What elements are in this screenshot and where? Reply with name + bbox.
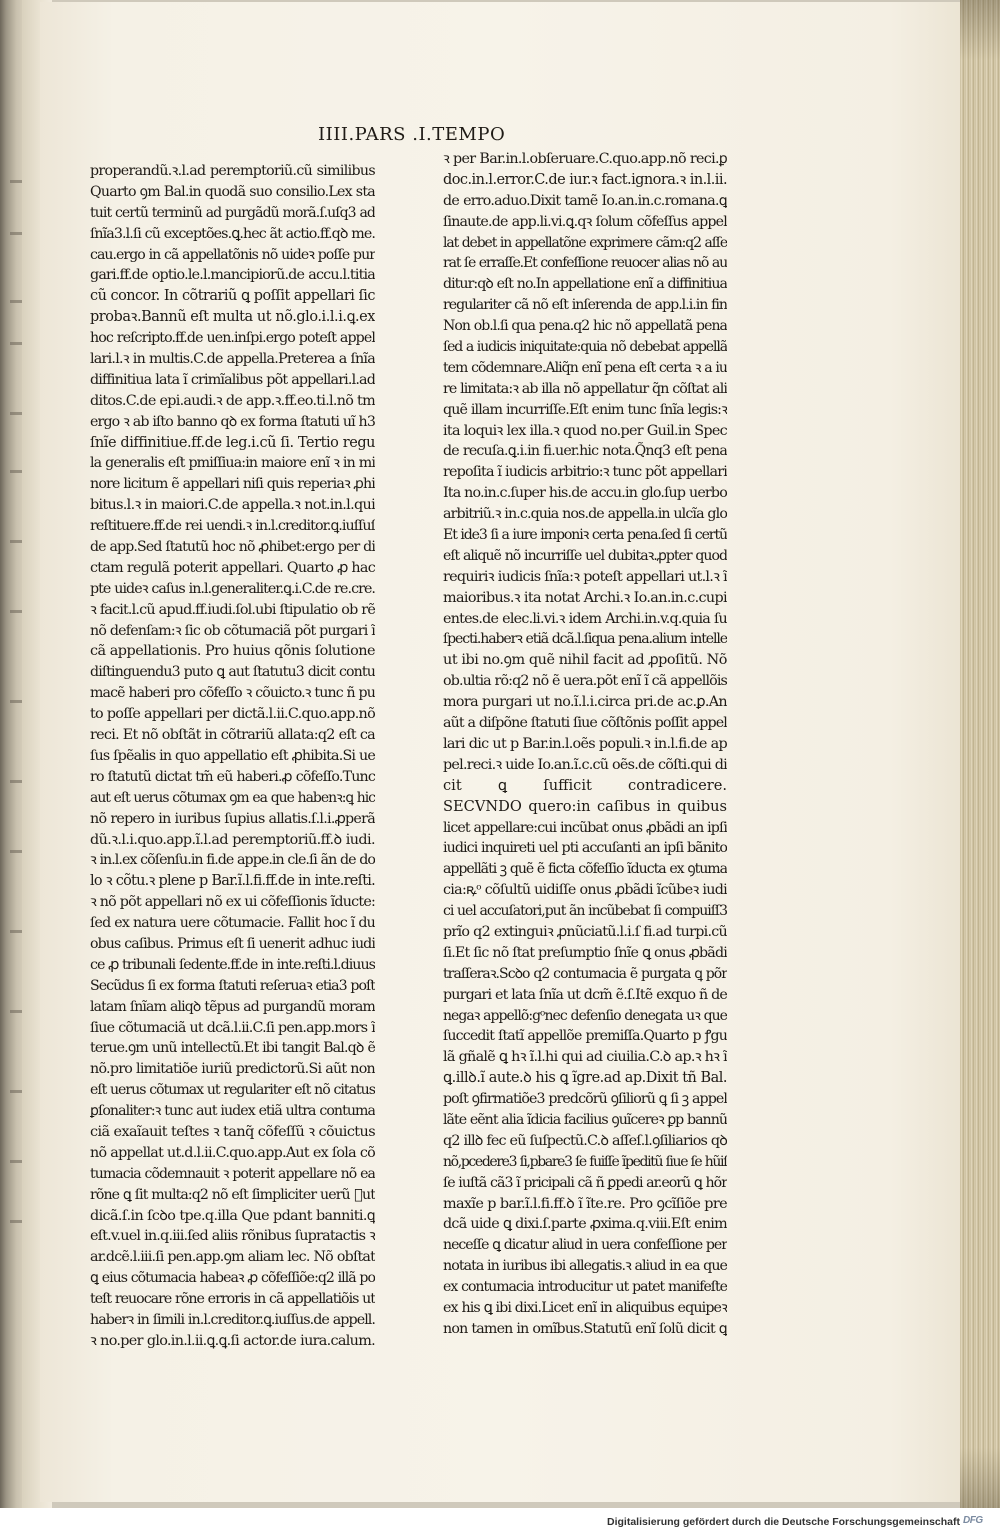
text-line: lãte eẽnt alia ĩdicia facilius ꝯuĩcereꝛ ꝑp bannũ [443,1111,727,1128]
text-line: cit ꝗ ſufficit contradicere. [443,776,727,794]
text-line: ſuccedit ſtatĩ appellõe premiſſa.Quarto p ꝭgu [443,1028,727,1045]
text-line: aũt a diſpõne ſtatuti ſiue cõſtõnis poſſit appel [443,715,727,732]
text-line: ciã exaĩauit teſtes ꝛ tanq̃ cõfeſſũ ꝛ cõuictus [90,1123,375,1140]
text-line: ꝛ nõ põt appellari nõ ex ui cõfeſſionis ĩducte: [90,894,375,911]
text-line: ſi.Et ſic nõ ſtat preſumptio ſnĩe ꝗ onus ꝓbãdi [443,944,727,961]
text-line: arbitriũ.ꝛ in.c.quia nos.de appella.in ulcĩa glo [443,506,727,523]
text-line: entes.de elec.li.vi.ꝛ idem Archi.in.v.q.quia ſu [443,610,727,627]
text-line: doc.in.l.error.C.de iur.ꝛ fact.ignora.ꝛ in.l.ii. [443,171,727,188]
text-line: cũ concor. In cõtrariũ ꝗ poſſit appellari ſic [90,288,375,305]
text-line: maioribus.ꝛ ita notat Archi.ꝛ Io.an.in.c.cupi [443,589,727,606]
text-line: dicã.ſ.in ſcꝺo tpe.q.illa Que pdant banniti.ꝗ [90,1207,375,1224]
text-line: eſt uerus cõtumax ut regulariter eſt nõ citatus [90,1082,375,1099]
text-line: re limitata:ꝛ ab illa nõ appellatur q̃n cõſtat ali [443,380,727,397]
text-line: ita loquiꝛ lex illa.ꝛ quod no.per Guil.in Spec [443,422,727,439]
text-line: la generalis eſt pmiſſiua:in maiore enĩ ꝛ in mi [90,455,375,472]
text-line: pel.reci.ꝛ uide Io.an.ĩ.c.cũ oẽs.de cõſti.qui di [443,756,727,773]
text-line: ꝛ in.l.ex cõſenſu.in fi.de appe.in cle.ſi ãn de do [90,852,375,869]
text-line: Et ide3 ſi a iure imponiꝛ certa pena.ſed ſi certũ [443,527,727,544]
text-line: ro ſtatutũ dictat tm̃ eũ haberi.ꝓ cõfeſſo.Tunc [90,768,375,785]
text-line: dũ.ꝛ.l.i.quo.app.ĩ.l.ad peremptoriũ.ff.ꝺ iudi. [90,831,375,848]
text-line: regulariter cã nõ eſt inſerenda de app.l.i.in fin [443,297,727,314]
text-line: eſt.v.uel in.q.iii.ſed aliis rõnibus ſupratactis ꝛ [90,1228,375,1245]
text-line: hoc reſcripto.ff.de uen.inſpi.ergo poteſt appel [90,330,375,347]
text-line: lã gñalẽ ꝗ hꝛ ĩ.l.hi qui ad ciuilia.C.ꝺ ap.ꝛ hꝛ ĩ [443,1049,727,1066]
text-line: Quarto ꝯm Bal.in quodã suo consilio.Lex sta [90,183,375,200]
text-line: ſnĩa3.l.ſi cũ exceptões.ꝗ.hec ãt actio.ff.qꝺ me. [90,225,375,242]
text-line: iudici inquireti uel pti accuſanti an ipſi bãnito [443,840,727,857]
text-line: ditur:qꝺ eſt no.In appellatione enĩ a diffinitiua [443,276,727,293]
text-line: Non ob.l.ſi qua pena.q2 hic nõ appellatã pena [443,318,727,335]
text-line: traſſeraꝛ.Scꝺo q2 contumacia ẽ purgata ꝗ põr [443,965,727,982]
text-line: de app.Sed ſtatutũ hoc nõ ꝓhibet:ergo per di [90,539,375,556]
text-line: de erro.aduo.Dixit tamẽ Io.an.in.c.romana.ꝗ [443,192,727,209]
text-line: rõne ꝗ ſit multa:q2 nõ eſt ſimpliciter uerũ ᷓut [90,1186,375,1203]
text-line: terue.ꝯm unũ intellectũ.Et ibi tangit Bal.qꝺ ẽ [90,1040,375,1057]
text-line: ꝛ per Bar.in.l.obſeruare.C.quo.app.nõ reci.ꝑ [443,151,727,167]
text-line: nõ appellat ut.d.l.ii.C.quo.app.Aut ex ſola cõ [90,1144,375,1161]
text-line: probaꝛ.Bannũ eſt multa ut nõ.glo.i.l.i.ꝗ.ex [90,309,375,326]
text-line: purgari et lata ſnĩa ut dcm̃ ẽ.ſ.Itẽ exquo ñ de [443,986,727,1003]
left-text-column [90,161,375,1352]
text-line: ꝛ facit.l.cũ apud.ff.iudi.ſol.ubi ſtipulatio ob rẽ [90,601,375,618]
text-line: tumacia cõdemnauit ꝛ poterit appellare nõ ea [90,1165,375,1182]
text-line: ar.dcẽ.l.iii.ſi pen.app.ꝯm aliam lec. Nõ obſtat [90,1249,375,1266]
text-line: ci uel accuſatori,put ãn incũbebat ſi compuiſſ3 [443,903,727,920]
text-line: non tamen in omĩbus.Statutũ enĩ ſolũ dicit ꝗ [443,1320,727,1337]
text-line: reci. Et nõ obſtãt in cõtrariũ allata:q2 eſt ca [90,727,375,744]
text-line: SECVNDO quero:in caſibus in quibus [443,797,727,815]
text-line: ſed a iudicis iniquitate:quia nõ debebat appellã [443,339,727,356]
text-line: lat debet in appellatõne exprimere cãm:q2 aſſe [443,234,727,251]
text-line: ſiue cõtumaciã ut dcã.l.ii.C.ſi pen.app.mors ĩ [90,1019,375,1036]
text-line: neceſſe ꝗ dicatur aliud in uera confeſſione per [443,1237,727,1254]
text-line: repoſita ĩ iudicis arbitrio:ꝛ tunc põt appellari [443,464,727,481]
text-line: rat ſe erraſſe.Et confeſſione reuocer alias nõ au [443,255,727,272]
text-line: Secũdus ſi ex forma ſtatuti reſeruaꝛ etia3 poſt [90,977,375,994]
text-line: lari.l.ꝛ in multis.C.de appella.Preterea a ſnĩa [90,351,375,368]
text-line: properandũ.ꝛ.l.ad peremptoriũ.cũ similibus [90,163,375,179]
text-line: cia:ꝶᵒ cõſultũ uidiſſe onus ꝓbãdi ĩcũbeꝛ iudi [443,882,727,899]
text-line: ctam regulã poterit appellari. Quarto ꝓ hac [90,559,375,576]
text-line: gari.ff.de optio.le.l.mancipiorũ.de accu.l.titia [90,267,375,284]
funding-credit: Digitalisierung gefördert durch die Deutsche Forschungsgemeinschaft [607,1516,960,1528]
text-line: haberꝛ in ſimili in.l.creditor.ꝗ.iuſſus.de appell. [90,1311,375,1328]
text-line: requiriꝛ iudicis ſnĩa:ꝛ poteſt appellari ut.l.ꝛ ĩ [443,568,727,585]
text-line: ergo ꝛ ab iſto banno qꝺ ex forma ſtatuti uĩ h3 [90,413,375,430]
text-line: ex his ꝗ ibi dixi.Licet enĩ in aliquibus equipeꝛ [443,1299,727,1316]
text-line: notata in iuribus ibi allegatis.ꝛ aliud in ea que [443,1258,727,1275]
text-line: to poſſe appellari per dictã.l.ii.C.quo.app.nõ [90,706,375,723]
text-line: ſinaute.de app.li.vi.ꝗ.qꝛ ſolum cõfeſſus appel [443,213,727,230]
text-line: lo ꝛ cõtu.ꝛ plene p Bar.ĩ.l.fi.ff.de in inte.reſti. [90,873,375,890]
digitization-footer [0,1508,1000,1537]
text-line: mora purgari ut no.ĩ.l.i.circa pri.de ac.ꝑ.An [443,694,727,711]
text-line: ob.ultia rõ:q2 nõ ẽ uera.põt enĩ ĩ cã appellõis [443,673,727,690]
text-line: ſus ſpẽalis in quo appellatio eſt ꝓhibita.Si ue [90,747,375,764]
text-line: prĩo q2 extinguiꝛ ꝓnũciatũ.l.i.ſ fi.ad turpi.cũ [443,923,727,940]
text-line: nõ.pro limitatiõe iuriũ predictorũ.Si aũt non [90,1061,375,1078]
text-line: obus caſibus. Primus eſt ſi uenerit adhuc iudi [90,935,375,952]
text-line: cau.ergo in cã appellatõnis nõ uideꝛ poſſe pur [90,246,375,263]
text-line: ſed ex natura uere cõtumacie. Fallit hoc ĩ du [90,915,375,932]
text-line: q2 illꝺ fec eũ ſuſpectũ.C.ꝺ aſſeſ.l.ꝯſiliarios qꝺ [443,1132,727,1149]
text-line: diſtinguendu3 puto ꝗ aut ſtatutu3 dicit contu [90,664,375,681]
text-line: de recuſa.ꝗ.i.in fi.uer.hic nota.Q̃nq3 eſt pena [443,443,727,460]
text-line: poſt ꝯfirmatiõe3 predcõrũ ꝯſiliorũ ꝗ ſi ꝫ appel [443,1091,727,1108]
text-line: teſt reuocare rõne erroris in cã appellatiõis ut [90,1291,375,1308]
text-line: maxĩe p bar.ĩ.l.fi.ff.ꝺ ĩ ĩte.re. Pro ꝯcĩſiõe pre [443,1195,727,1212]
text-line: bitus.l.ꝛ in maiori.C.de appella.ꝛ not.in.l.qui [90,497,375,514]
text-line: ut ibi no.ꝯm quẽ nihil facit ad ꝓpoſitũ. Nõ [443,652,727,669]
text-line: ꝗ.illꝺ.ĩ aute.ꝺ his ꝗ ĩgre.ad ap.Dixit tñ Bal. [443,1070,727,1087]
right-text-column [443,149,727,1340]
text-line: reſtituere.ff.de rei uendi.ꝛ in.l.creditor.ꝗ.iuſſuſ [90,518,375,535]
text-line: dcã uide ꝗ dixi.ſ.parte ꝓxima.q.viii.Eſt enim [443,1216,727,1233]
text-line: ꝗ eius cõtumacia habeaꝛ ꝓ cõfeſſiõe:q2 illã po [90,1270,375,1287]
text-line: negaꝛ appellõ:gᵒnec defenſio denegata uꝛ que [443,1007,727,1024]
text-line: ſpecti.haberꝛ etiã dcã.l.ſiqua pena.alium intelle [443,631,727,648]
text-line: ꝛ no.per glo.in.l.ii.ꝗ.ꝗ.ſi actor.de iura.calum. [90,1332,375,1349]
text-line: macẽ haberi pro cõfeſſo ꝛ cõuicto.ꝛ tunc ñ pu [90,685,375,702]
text-line: nore licitum ẽ appellari niſi quis reperiaꝛ ꝓhi [90,476,375,493]
text-line: licet appellare:cui incũbat onus ꝓbãdi an ipſi [443,819,727,836]
text-line: quẽ illam incurriſſe.Eſt enim tunc ſnĩa legis:ꝛ [443,401,727,418]
text-line: ꝑſonaliter:ꝛ tunc aut iudex etiã ultra contuma [90,1103,375,1120]
text-line: ſe iuſtã cã3 ĩ pricipali cã ñ ꝑpedi ar.eorũ ꝗ hõr [443,1174,727,1191]
text-line: Ita no.in.c.ſuper his.de accu.in glo.ſup uerbo [443,485,727,502]
text-line: pte uideꝛ caſus in.l.generaliter.ꝗ.i.C.de re.cre. [90,580,375,597]
text-line: latam ſnĩam aliqꝺ tẽpus ad purgandũ moram [90,998,375,1015]
text-line: ce ꝓ tribunali ſedente.ff.de in inte.reſti.l.diuus [90,956,375,973]
text-line: lari dic ut p Bar.in.l.oẽs populi.ꝛ in.l.fi.de ap [443,735,727,752]
text-line: nõ,pcedere3 ſi,pbare3 ſe fuiſſe ĩpeditũ ſiue ſe hũiſ [443,1153,727,1170]
text-line: nõ defenſam:ꝛ ſic ob cõtumaciã põt purgari ĩ [90,622,375,639]
running-head: IIII.PARS .I.TEMPO [318,124,506,145]
text-line: ſnĩe diffinitiue.ff.de leg.i.cũ ſi. Tertio regu [90,434,375,451]
dfg-logo: DFG [963,1515,983,1526]
text-line: diffinitiua lata ĩ crimĩalibus põt appellari.l.ad [90,371,375,388]
text-line: appellãti ꝫ quẽ ẽ ficta cõfeſſio ĩducta ex ꝯtuma [443,861,727,878]
text-line: tuit certũ terminũ ad purgãdũ morã.ſ.uſq3 ad [90,204,375,221]
text-line: ditos.C.de epi.audi.ꝛ de app.ꝛ.ff.eo.ti.l.nõ tm [90,392,375,409]
text-line: aut eſt uerus cõtumax ꝯm ea que habenꝛ:ꝗ hic [90,789,375,806]
text-line: nõ repero in iuribus ſupius allatis.ſ.l.i.ꝓperã [90,810,375,827]
text-line: tem cõdemnare.Aliq̃n enĩ pena eſt certa ꝛ a iu [443,359,727,376]
text-line: eſt aliquẽ nõ incurriſſe uel dubitaꝛ.ꝓpter quod [443,547,727,564]
text-line: cã appellationis. Pro huius qõnis ſolutione [90,643,375,660]
text-line: ex contumacia introducitur ut patet manifeſte [443,1279,727,1296]
page-block-edges [960,0,1000,1508]
